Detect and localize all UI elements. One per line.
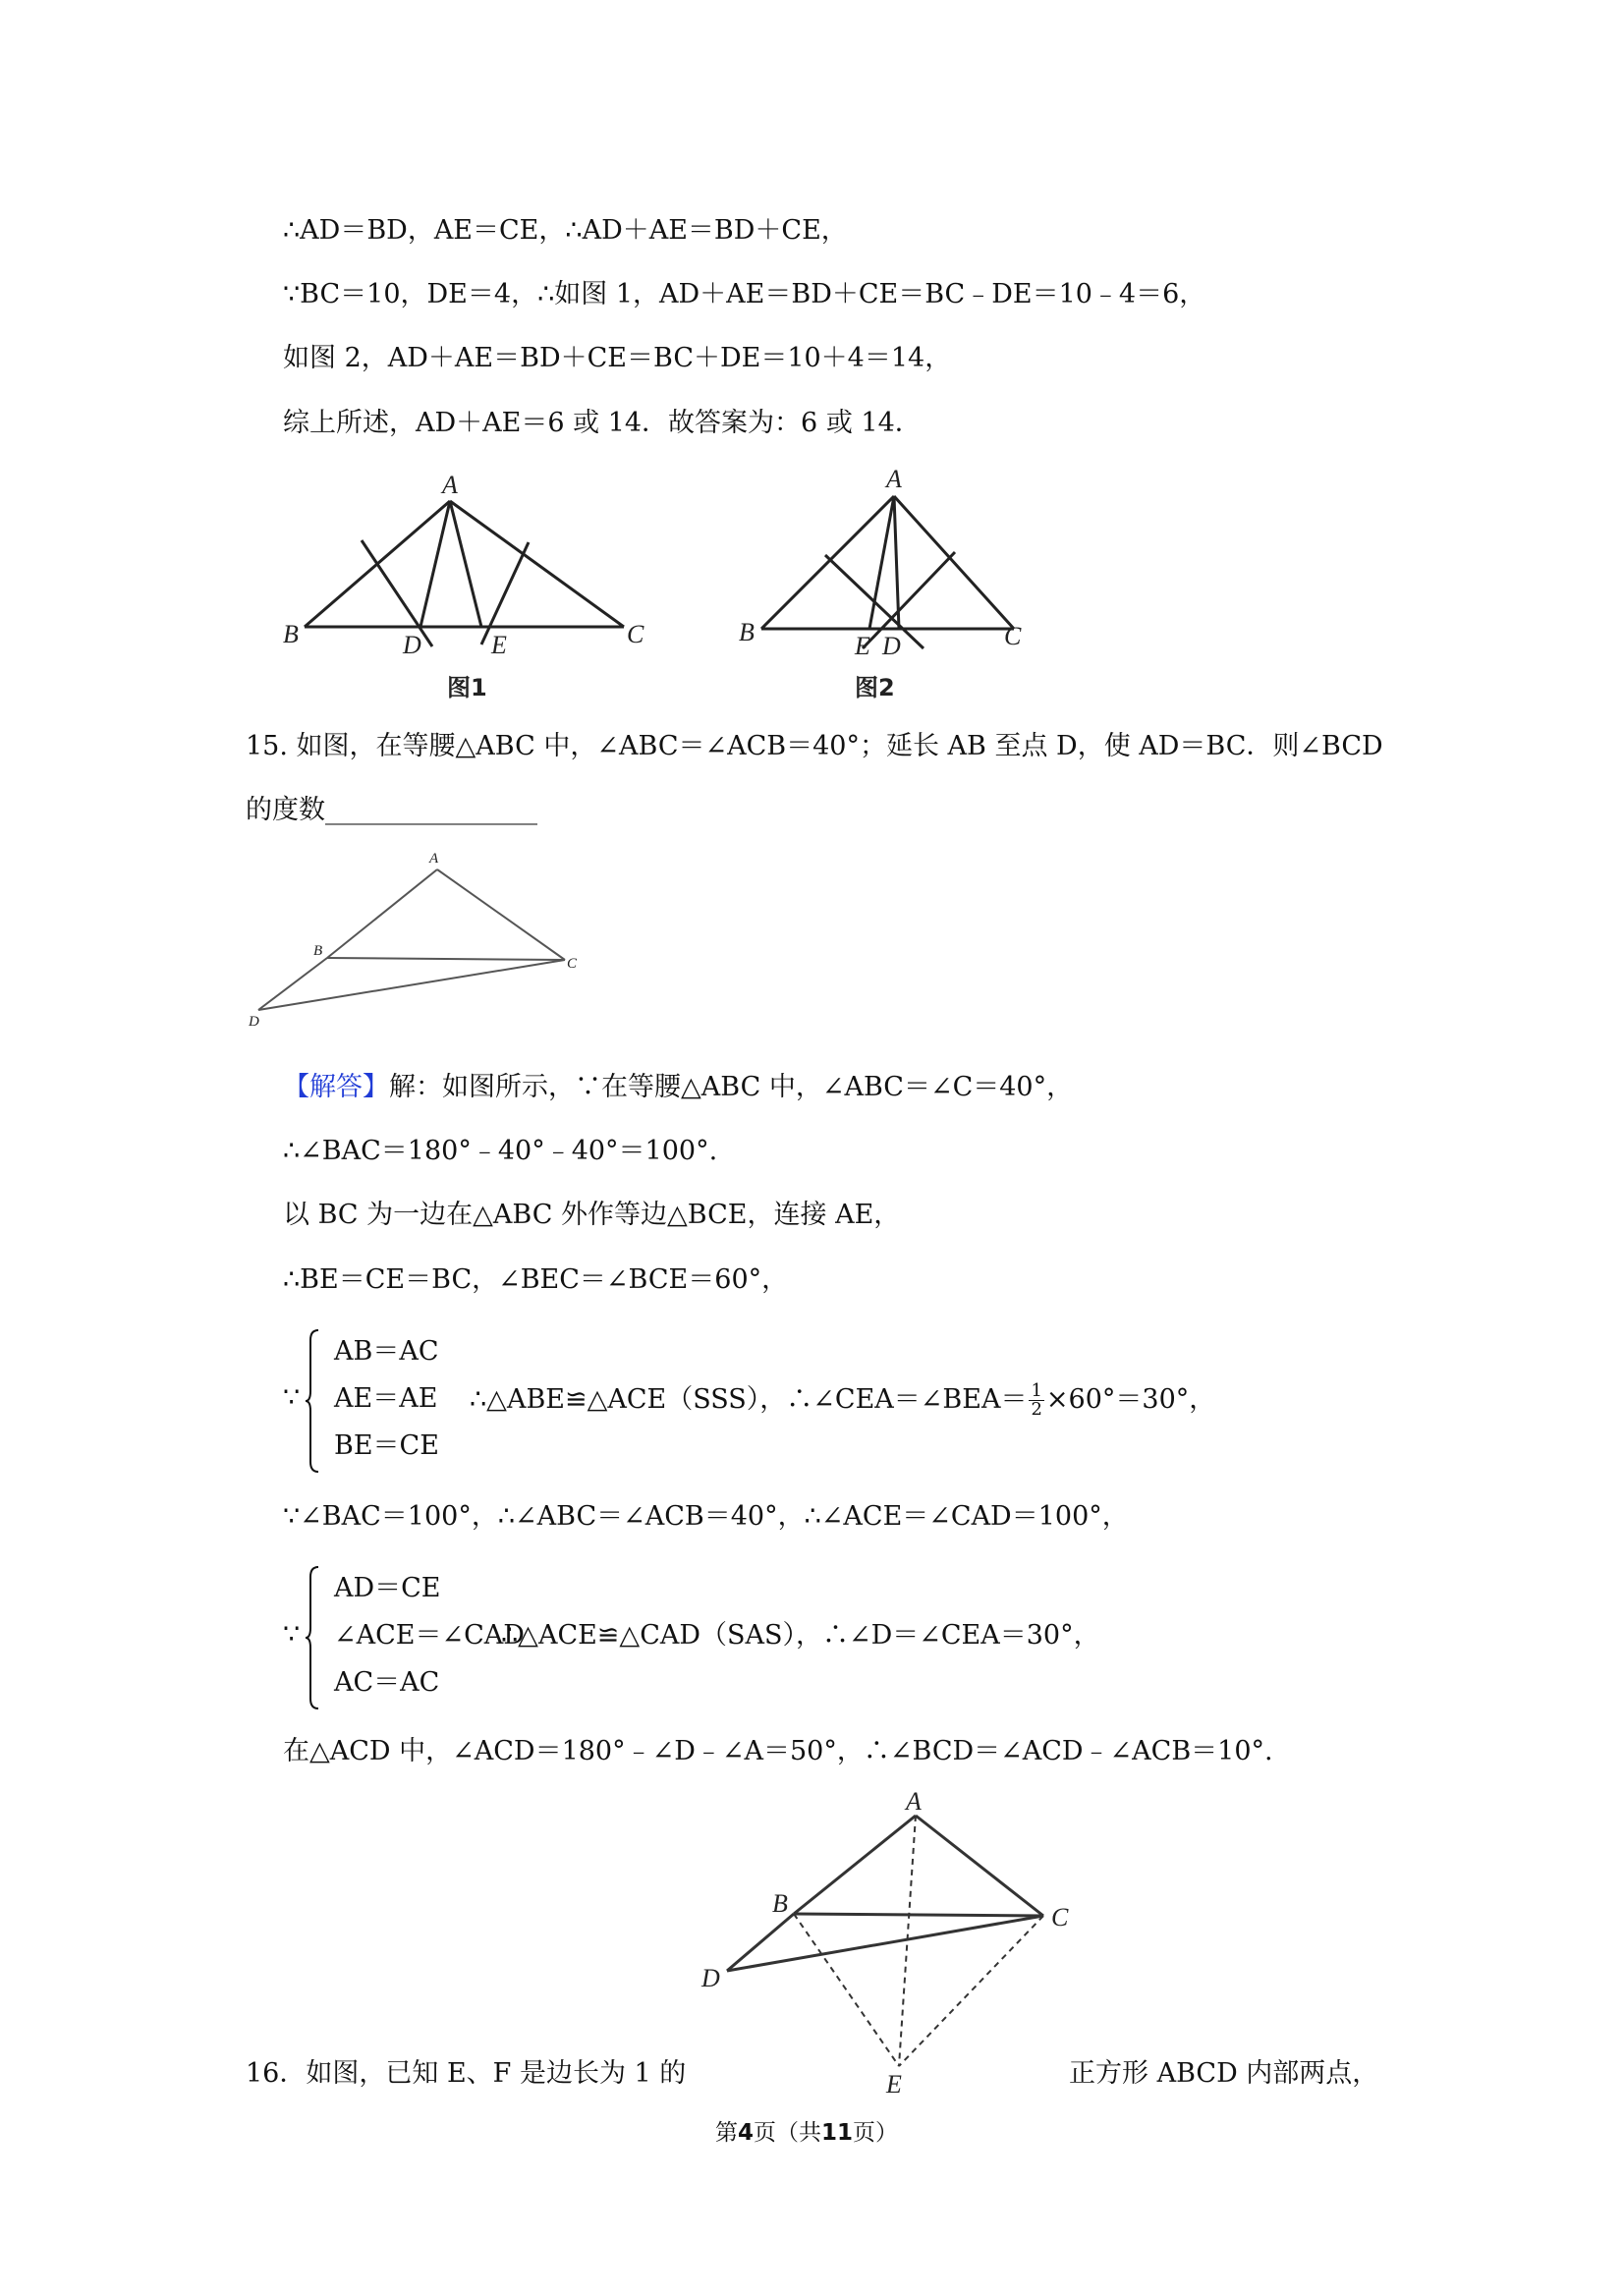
fig2-caption: 图2 [855,674,895,701]
left-brace-1 [305,1328,320,1474]
system-1-row-3: BE＝CE [334,1430,439,1461]
because-symbol-2: ∵ [283,1619,301,1650]
solution-line-1: ∴AD＝BD，AE＝CE，∴AD＋AE＝BD＋CE， [283,215,848,246]
footer-total-pages: 11 [821,2120,854,2146]
fig2-label-a: A [886,465,902,493]
solution-15-line-9: 在△ACD 中，∠ACD＝180°﹣∠D﹣∠A＝50°，∴∠BCD＝∠ACD﹣∠ACB＝10°. [283,1736,1273,1766]
footer-page-number: 4 [738,2120,755,2146]
solution-15-line-4: ∴BE＝CE＝BC，∠BEC＝∠BCE＝60°， [283,1264,789,1295]
fig2-label-c: C [1004,622,1022,650]
question-15-line-1: 15. 如图，在等腰△ABC 中，∠ABC＝∠ACB＝40°；延长 AB 至点 D，使 AD＝BC．则∠BCD [246,731,1383,761]
figure-2 [727,462,1041,707]
fig3-label-c: C [567,956,578,972]
footer-post: 页） [853,2120,899,2146]
system-1-conclusion [470,1382,1215,1419]
solution-tag: 【解答】 [283,1072,389,1102]
fig4-label-d: D [701,1964,720,1992]
fig4-label-e: E [886,2070,902,2099]
page-footer [715,2114,898,2147]
solution-15-text-1: 解：如图所示，∵在等腰△ABC 中，∠ABC＝∠C＝40°， [389,1072,1074,1102]
system-1-tail-b: ×60°＝30°， [1045,1384,1216,1415]
question-15-line-2: 的度数________________ [246,795,537,825]
system-2-row-2: ∠ACE＝∠CAD [334,1620,525,1651]
question-16-part-2: 正方形 ABCD 内部两点， [1069,2058,1379,2089]
system-2-row-3: AC＝AC [334,1667,440,1698]
solution-15-line-2: ∴∠BAC＝180°﹣40°﹣40°＝100°. [283,1136,718,1166]
system-1-rows [334,1328,439,1470]
fig1-label-c: C [627,620,644,648]
system-2-conclusion: ∴△ACE≌△CAD（SAS），∴∠D＝∠CEA＝30°， [501,1620,1100,1651]
fig1-caption: 图1 [447,674,487,701]
solution-15-line-7: ∵∠BAC＝100°，∴∠ABC＝∠ACB＝40°，∴∠ACE＝∠CAD＝100°， [283,1501,1129,1532]
system-1-row-2: AE＝AE [334,1383,438,1414]
solution-15-line-3: 以 BC 为一边在△ABC 外作等边△BCE，连接 AE， [283,1200,901,1230]
figure-3 [241,845,594,1041]
fraction-half [1029,1382,1043,1419]
fig2-label-d: D [882,632,901,660]
system-1-tail-a: ∴△ABE≌△ACE（SSS），∴∠CEA＝∠BEA＝ [470,1384,1028,1415]
footer-pre: 第 [715,2120,738,2146]
solution-line-2: ∵BC＝10，DE＝4，∴如图 1，AD＋AE＝BD＋CE＝BC﹣DE＝10﹣4＝6， [283,279,1206,309]
fig1-label-e: E [491,631,507,659]
solution-15-line-1 [283,1071,1073,1104]
fig1-label-d: D [403,631,421,659]
fig1-label-a: A [442,472,458,499]
fig2-label-e: E [855,632,870,660]
left-brace-2 [305,1565,320,1710]
solution-line-3: 如图 2，AD＋AE＝BD＋CE＝BC＋DE＝10＋4＝14， [283,343,952,373]
system-2-row-1: AD＝CE [334,1573,441,1603]
fraction-denominator: 2 [1031,1399,1042,1420]
fig3-label-d: D [249,1014,259,1030]
question-16-part-1: 16．如图，已知 E、F 是边长为 1 的 [246,2058,687,2089]
fig1-label-b: B [283,620,299,648]
fig4-label-c: C [1051,1903,1069,1932]
fraction-numerator: 1 [1031,1380,1042,1401]
fig3-label-a: A [429,851,439,867]
figure-4 [688,1786,1081,2100]
fig4-label-a: A [906,1787,922,1816]
fig4-label-b: B [772,1889,788,1918]
solution-line-4: 综上所述，AD＋AE＝6 或 14．故答案为：6 或 14． [283,408,922,438]
fig2-label-b: B [739,618,755,646]
because-symbol-1: ∵ [283,1382,301,1413]
equation-system-1 [283,1328,1265,1476]
fig3-label-b: B [313,943,323,959]
equation-system-2 [283,1565,1265,1712]
system-1-row-1: AB＝AC [334,1336,439,1367]
system-2-rows [334,1565,525,1707]
figure-1 [275,472,668,707]
footer-mid: 页（共 [754,2120,822,2146]
